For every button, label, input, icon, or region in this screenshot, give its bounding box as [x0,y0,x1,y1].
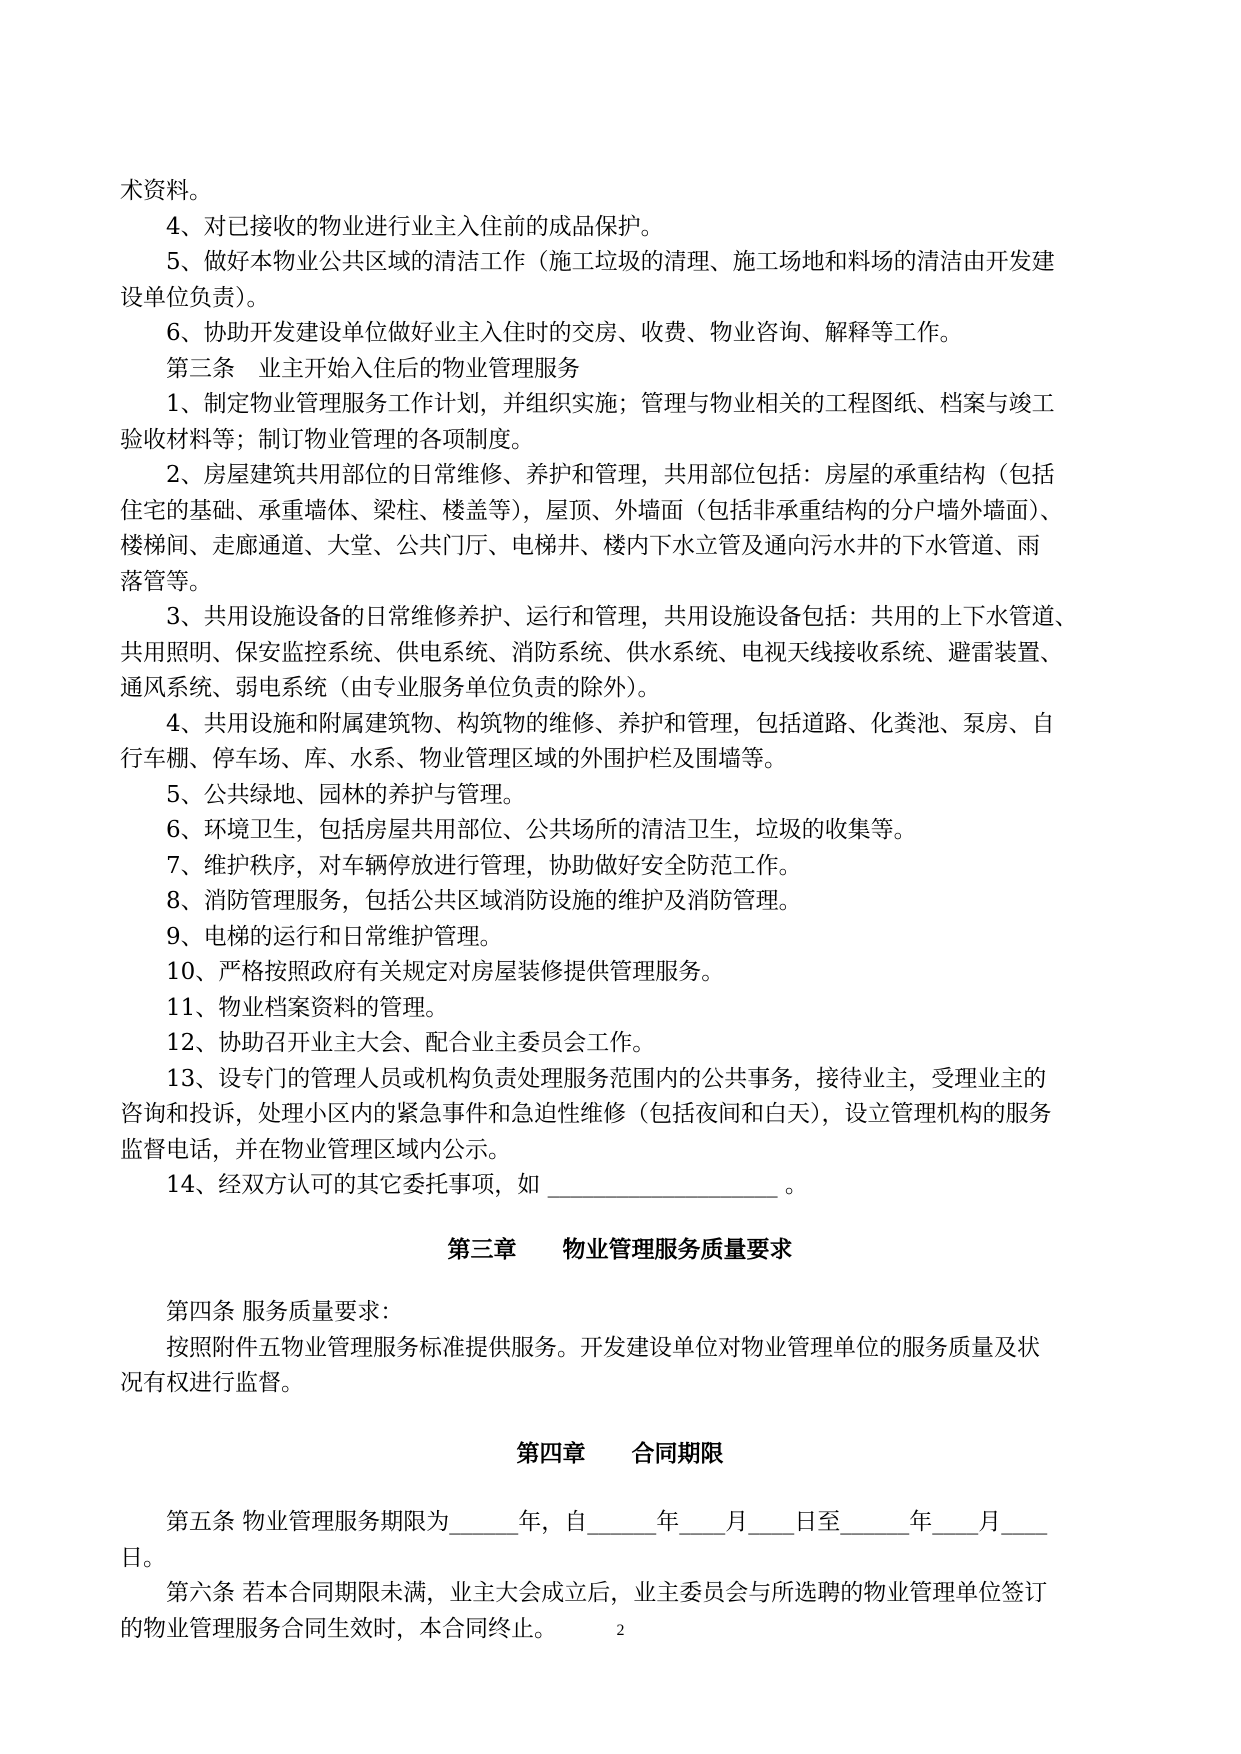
document-body [120,174,1120,1647]
body-line: 按照附件五物业管理服务标准提供服务。开发建设单位对物业管理单位的服务质量及状 [166,1334,1040,1361]
body-line: 术资料。 [120,178,212,204]
body-line: 的物业管理服务合同生效时，本合同终止。 [120,1615,557,1642]
body-line: 8、消防管理服务，包括公共区域消防设施的维护及消防管理。 [166,888,802,914]
spacer [120,1402,1120,1436]
chapter-three-heading: 第三章 物业管理服务质量要求 [447,1235,793,1263]
body-line: 设单位负责）。 [120,284,270,311]
chapter-four-heading: 第四章 合同期限 [516,1439,724,1467]
body-line: 1、制定物业管理服务工作计划，并组织实施；管理与物业相关的工程图纸、档案与竣工 [166,391,1055,417]
article-heading: 第三条 业主开始入住后的物业管理服务 [166,355,580,382]
body-line: 3、共用设施设备的日常维修养护、运行和管理，共用设施设备包括：共用的上下水管道、 [166,604,1078,630]
body-line: 12、协助召开业主大会、配合业主委员会工作。 [166,1030,656,1056]
body-line: 况有权进行监督。 [120,1370,304,1396]
body-line: 日。 [120,1544,166,1571]
body-line: 4、对已接收的物业进行业主入住前的成品保护。 [166,213,664,240]
body-line: 14、经双方认可的其它委托事项，如 ____________________ 。 [166,1172,808,1198]
body-line: 监督电话，并在物业管理区域内公示。 [120,1136,511,1163]
body-line: 落管等。 [120,568,212,595]
body-line: 验收材料等；制订物业管理的各项制度。 [120,426,534,453]
spacer [120,1204,1120,1232]
body-line: 13、设专门的管理人员或机构负责处理服务范围内的公共事务，接待业主，受理业主的 [166,1065,1047,1092]
body-line: 5、公共绿地、园林的养护与管理。 [166,781,526,808]
body-line: 第六条 若本合同期限未满，业主大会成立后，业主委员会与所选聘的物业管理单位签订 [166,1580,1048,1606]
body-line: 楼梯间、走廊通道、大堂、公共门厅、电梯井、楼内下水立管及通向污水井的下水管道、雨 [120,533,1040,559]
body-line: 住宅的基础、承重墙体、梁柱、楼盖等），屋顶、外墙面（包括非承重结构的分户墙外墙面）、 [120,497,1063,524]
body-line: 7、维护秩序，对车辆停放进行管理，协助做好安全防范工作。 [166,852,802,879]
body-line: 5、做好本物业公共区域的清洁工作（施工垃圾的清理、施工场地和料场的清洁由开发建 [166,249,1055,275]
body-line: 6、环境卫生，包括房屋共用部位、公共场所的清洁卫生，垃圾的收集等。 [166,817,917,843]
body-line: 第五条 物业管理服务期限为______年，自______年____月____日至______年____月____ [166,1509,1048,1535]
body-line: 行车棚、停车场、库、水系、物业管理区域的外围护栏及围墙等。 [120,746,787,772]
body-line: 6、协助开发建设单位做好业主入住时的交房、收费、物业咨询、解释等工作。 [166,320,963,346]
body-line: 共用照明、保安监控系统、供电系统、消防系统、供水系统、电视天线接收系统、避雷装置、 [120,639,1063,666]
spacer [120,1267,1120,1295]
body-line: 2、房屋建筑共用部位的日常维修、养护和管理，共用部位包括：房屋的承重结构（包括 [166,462,1055,488]
body-line: 11、物业档案资料的管理。 [166,994,449,1021]
body-line: 9、电梯的运行和日常维护管理。 [166,923,503,950]
body-line: 10、严格按照政府有关规定对房屋装修提供管理服务。 [166,959,725,985]
page-number: 2 [616,1622,625,1639]
body-line: 咨询和投诉，处理小区内的紧急事件和急迫性维修（包括夜间和白天），设立管理机构的服务 [120,1101,1052,1127]
body-line: 4、共用设施和附属建筑物、构筑物的维修、养护和管理，包括道路、化粪池、泵房、自 [166,710,1055,737]
spacer [120,1471,1120,1505]
article-heading: 第四条 服务质量要求： [166,1299,404,1325]
body-line: 通风系统、弱电系统（由专业服务单位负责的除外）。 [120,675,661,701]
